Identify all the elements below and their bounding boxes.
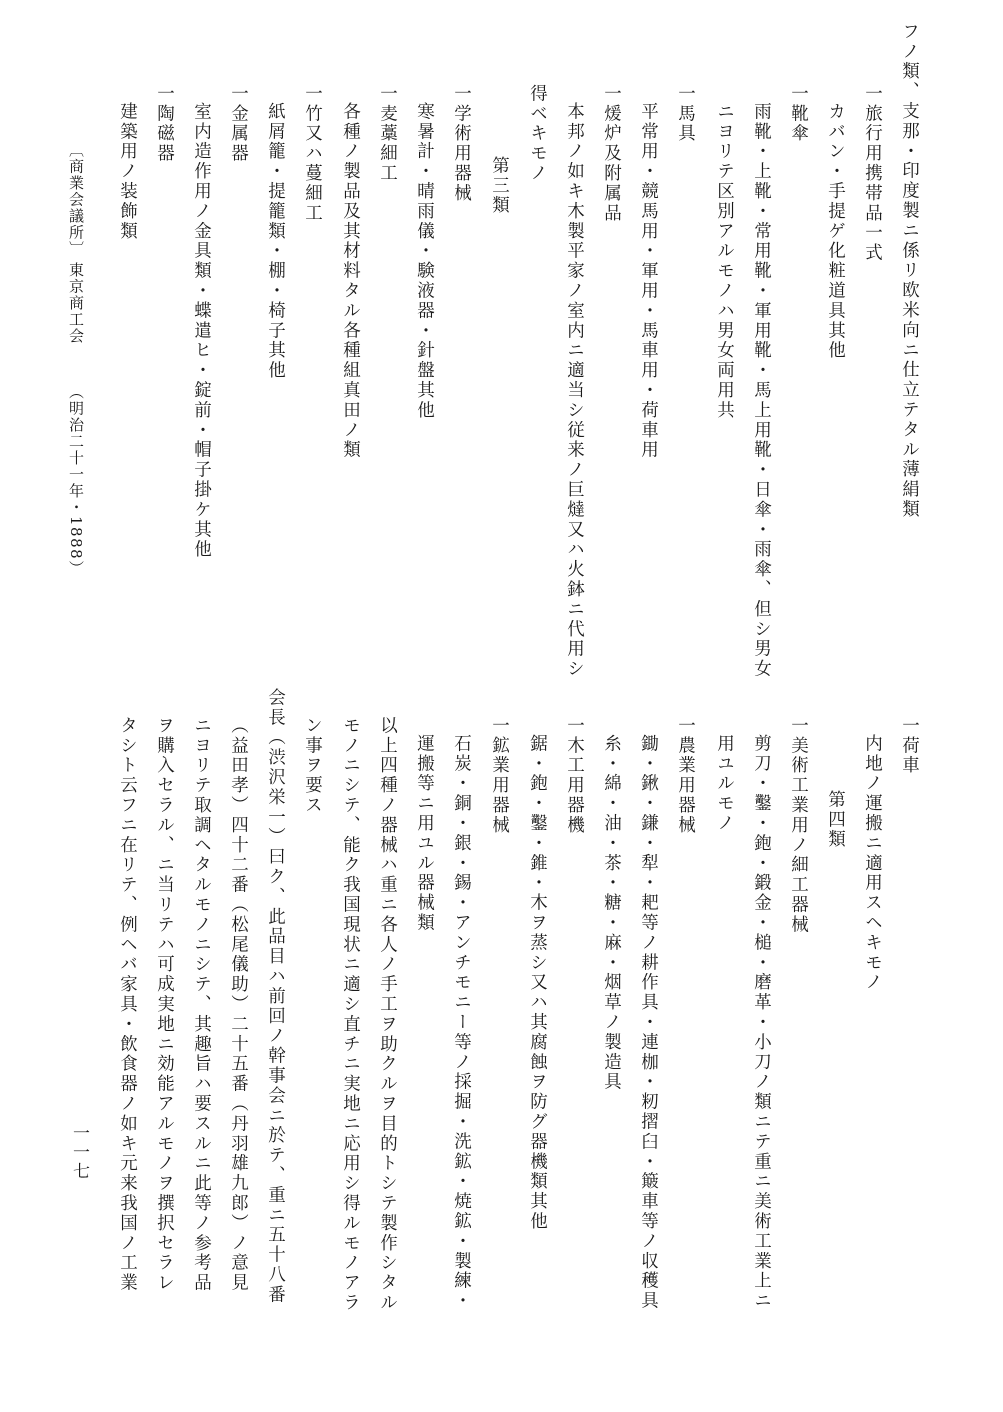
- text-column: ニヨリテ区別アルモノハ男女両用共: [714, 102, 735, 421]
- section-heading: 一旅行用携帯品一式: [862, 84, 883, 264]
- section-heading: 一麦藁細工: [377, 84, 398, 184]
- text-column: 会長（渋沢栄一）曰ク、此品目ハ前回ノ幹事会ニ於テ、重ニ五十八番: [265, 688, 286, 1305]
- section-heading: 一金属器: [228, 84, 249, 164]
- footer-source: 〔商業会議所〕: [67, 142, 85, 258]
- section-heading: 一農業用器械: [675, 716, 696, 836]
- text-column: 用ユルモノ: [714, 734, 735, 834]
- text-column: 以上四種ノ器械ハ重ニ各人ノ手工ヲ助クルヲ目的トシテ製作シタル: [377, 716, 398, 1313]
- text-column: ニヨリテ取調ヘタルモノニシテ、其趣旨ハ要スルニ此等ノ参考品: [191, 716, 212, 1294]
- page-number: 一一七: [69, 1124, 89, 1181]
- text-column: 本邦ノ如キ木製平家ノ室内ニ適当シ従来ノ巨燵又ハ火鉢ニ代用シ: [564, 102, 585, 680]
- footer-date: （明治二十一年・1888）: [67, 384, 85, 577]
- footer-publisher: 東京商工会: [67, 262, 85, 345]
- section-heading: 一煖炉及附属品: [601, 84, 622, 224]
- text-column: ン事ヲ要ス: [302, 716, 323, 816]
- section-heading: 一木工用器機: [564, 716, 585, 836]
- section-heading: 一荷車: [899, 716, 920, 776]
- text-column: 各種ノ製品及其材料タル各種組真田ノ類: [340, 102, 361, 461]
- category-title: 第三類: [489, 156, 510, 216]
- text-column: 寒暑計・晴雨儀・験液器・針盤其他: [414, 102, 435, 421]
- text-column: 鋸・鉋・鑿・錐・木ヲ蒸シ又ハ其腐蝕ヲ防グ器機類其他: [527, 734, 548, 1232]
- text-column: 糸・綿・油・茶・糖・麻・烟草ノ製造具: [601, 734, 622, 1093]
- section-heading: 一竹又ハ蔓細工: [302, 84, 323, 224]
- text-column: モノニシテ、能ク我国現状ニ適シ直チニ実地ニ応用シ得ルモノアラ: [340, 716, 361, 1313]
- section-heading: 一陶磁器: [154, 84, 175, 164]
- section-heading: 一鉱業用器械: [489, 716, 510, 836]
- section-heading: 一靴傘: [788, 84, 809, 144]
- text-column: タシト云フニ在リテ、例ヘバ家具・飲食器ノ如キ元来我国ノ工業: [117, 716, 138, 1294]
- text-column: 室内造作用ノ金具類・蝶遣ヒ・錠前・帽子掛ケ其他: [191, 102, 212, 560]
- category-title: 第四類: [825, 790, 846, 850]
- text-column: 運搬等ニ用ユル器械類: [414, 734, 435, 933]
- text-column: 雨靴・上靴・常用靴・軍用靴・馬上用靴・日傘・雨傘、但シ男女: [751, 102, 772, 680]
- text-column: 平常用・競馬用・軍用・馬車用・荷車用: [638, 102, 659, 461]
- section-heading: 一学術用器械: [451, 84, 472, 204]
- text-column: ヲ購入セラル、ニ当リテハ可成実地ニ効能アルモノヲ撰択セラレ: [154, 716, 175, 1294]
- text-column: 鋤・鍬・鎌・犁・耙等ノ耕作具・連枷・籾摺臼・簸車等ノ収穫具: [638, 734, 659, 1312]
- text-column: フノ類、支那・印度製ニ係リ欧米向ニ仕立テタル薄絹類: [899, 22, 920, 520]
- text-column: 内地ノ運搬ニ適用スヘキモノ: [862, 734, 883, 993]
- text-column: 石炭・銅・銀・錫・アンチモニー等ノ採掘・洗鉱・焼鉱・製練・: [451, 734, 472, 1312]
- section-heading: 一美術工業用ノ細工器械: [788, 716, 809, 935]
- text-column: 得ベキモノ: [527, 84, 548, 184]
- text-column: 紙屑籠・提籠類・棚・椅子其他: [265, 102, 286, 381]
- section-heading: 一馬具: [675, 84, 696, 144]
- text-column: カバン・手提ゲ化粧道具其他: [825, 102, 846, 361]
- text-column: 剪刀・鑿・鉋・鍛金・槌・磨革・小刀ノ類ニテ重ニ美術工業上ニ: [751, 734, 772, 1312]
- text-column: （益田孝）四十二番（松尾儀助）二十五番（丹羽雄九郎）ノ意見: [228, 716, 249, 1294]
- text-column: 建築用ノ装飾類: [117, 102, 138, 242]
